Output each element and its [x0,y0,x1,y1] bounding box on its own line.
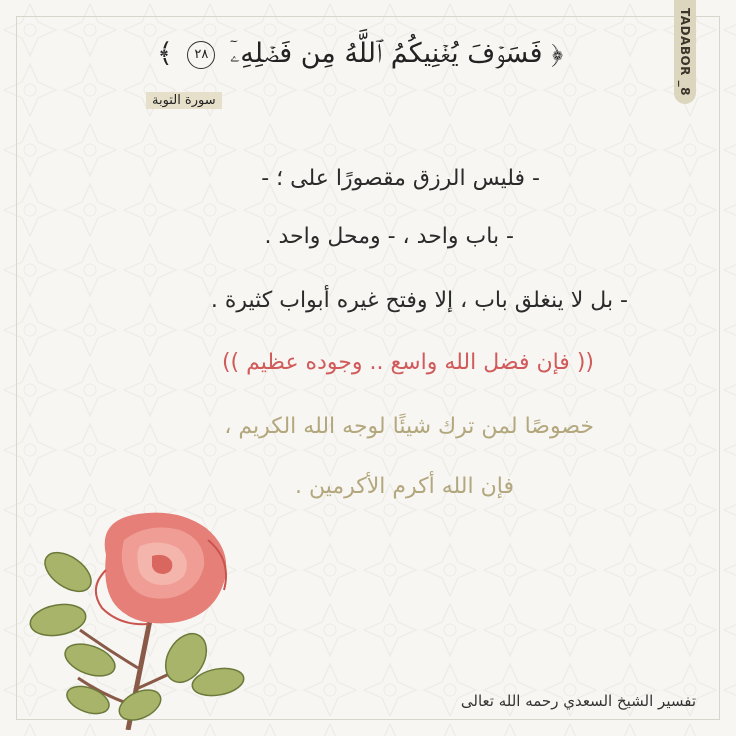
ayah-number-badge: ٢٨ [187,41,215,69]
series-tab [674,0,696,104]
gold-line-1: خصوصًا لمن ترك شيئًا لوجه الله الكريم ، [224,414,594,439]
quran-verse [100,38,620,70]
gold-line-2: فإن الله أكرم الأكرمين . [294,474,514,499]
text-line-2: - باب واحد ، - ومحل واحد . [264,224,514,249]
tafsir-credit: تفسير الشيخ السعدي رحمه الله تعالى [460,692,696,710]
surah-name-label: سورة التوبة [146,92,222,109]
text-line-3: - بل لا ينغلق باب ، إلا وفتح غيره أبواب كثيرة . [210,288,628,313]
verse-close-bracket: ﴾ [156,38,173,69]
highlight-line: (( فإن فضل الله واسع .. وجوده عظيم )) [221,350,594,375]
text-line-1: - فليس الرزق مقصورًا على ؛ - [261,166,540,191]
rose-icon [28,500,258,730]
series-tab-label: TADABOR _8 [678,8,692,96]
verse-text: ﴿ فَسَوۡفَ يُغۡنِيكُمُ ٱللَّهُ مِن فَضۡلِهِۦٓ [229,38,564,69]
